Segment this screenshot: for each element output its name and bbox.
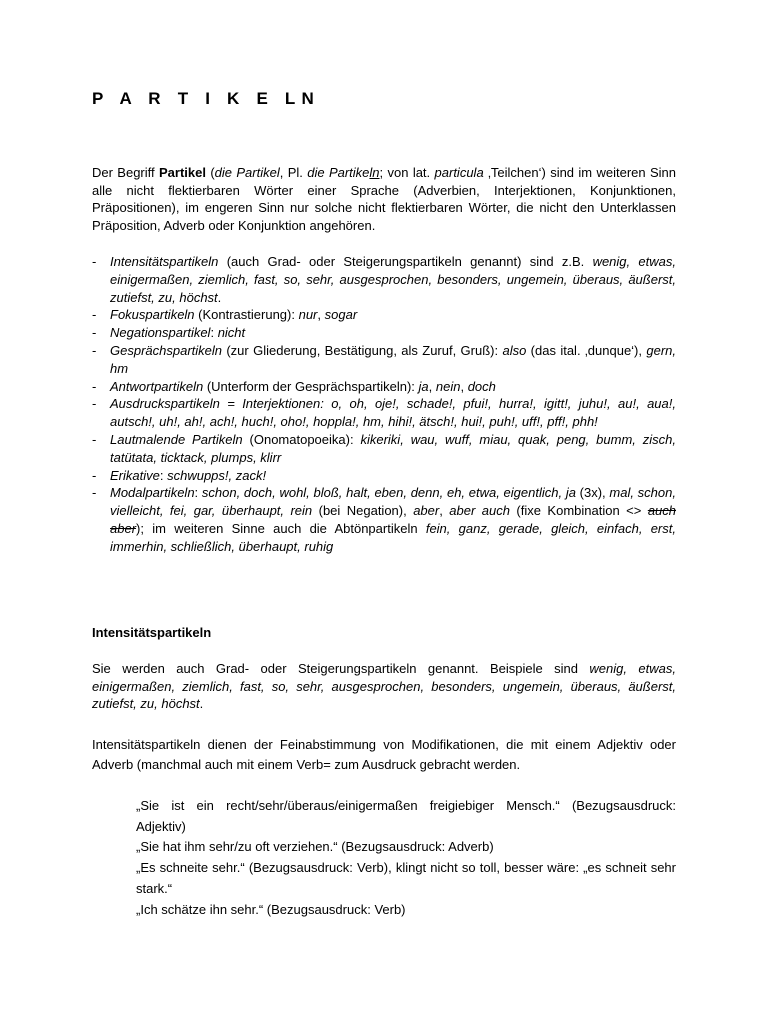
example-sentences: [136, 796, 676, 920]
list-item-intensitaet: [92, 253, 676, 306]
list-text: .: [217, 289, 222, 305]
list-text: ,: [317, 307, 325, 323]
paragraph-examples: wenig, etwas, einigermaßen, ziemlich, fast, so, sehr, ausgesprochen, besonders, ungemein, überaus, äußerst, zutiefst, zu, höchst: [92, 661, 676, 712]
list-text: (Onomatopoeika):: [242, 431, 361, 447]
list-examples: nur: [298, 307, 318, 323]
section-heading: Intensitätspartikeln: [92, 625, 212, 640]
intro-term-italic: die Partike: [307, 165, 370, 180]
list-examples: nicht: [217, 325, 246, 341]
list-examples: wenig, etwas, einigermaßen, ziemlich, fast, so, sehr, ausgesprochen, besonders, ungemein, überaus, äußerst, zutiefst, zu, höchst: [110, 254, 676, 305]
list-text: :: [210, 325, 218, 341]
list-term: Gesprächspartikeln: [110, 342, 222, 358]
example-sentence: „Sie ist ein recht/sehr/überaus/einigermaßen freigiebiger Mensch.“ (Bezugsausdruck: Adjektiv): [136, 798, 676, 834]
intro-term-italic: particula: [434, 165, 484, 180]
list-examples: gern, hm: [110, 342, 676, 376]
list-text: ,: [428, 378, 436, 394]
list-examples: aber auch: [449, 503, 510, 519]
intro-term-bold: Partikel: [159, 165, 206, 180]
intro-term-italic: die Partikel: [214, 165, 280, 180]
list-examples: aber: [413, 503, 440, 519]
list-examples: kikeriki, wau, wuff, miau, quak, peng, bumm, zisch, tatütata, ticktack, plumps, klirr: [110, 431, 676, 465]
list-examples: sogar: [324, 307, 358, 323]
list-item-modal: [92, 484, 676, 555]
list-item-gespraech: [92, 342, 676, 378]
list-text: (fixe Kombination <>: [509, 503, 648, 519]
list-text: (bei Negation),: [312, 503, 414, 519]
list-dash: -: [92, 396, 97, 412]
list-term: Intensitätspartikeln: [110, 254, 219, 269]
list-item-fokus: [92, 306, 676, 324]
paragraph-text: Sie werden auch Grad- oder Steigerungspartikeln genannt. Beispiele sind: [92, 661, 590, 676]
list-dash: -: [92, 467, 97, 483]
list-item-erikative: [92, 467, 676, 485]
page-title: P A R T I K E LN: [92, 89, 320, 108]
example-sentence: „Es schneite sehr.“ (Bezugsausdruck: Verb), klingt nicht so toll, besser wäre: „es schneit sehr stark.“: [136, 860, 676, 896]
struck-through-example: auch aber: [110, 503, 677, 536]
intro-text: (: [205, 165, 215, 180]
list-dash: -: [92, 342, 97, 358]
list-examples: fein, ganz, gerade, gleich, einfach, erst, immerhin, schließlich, überhaupt, ruhig: [110, 520, 676, 554]
section-paragraph-examples: [92, 660, 676, 713]
list-examples: Ausdruckspartikeln = Interjektionen: o, oh, oje!, schade!, pfui!, hurra!, igitt!, juhu!, au!, aua!, autsch!, uh!, ah!, ach!, huch!, oho!, hoppla!, hm, hihi!, ätsch!, hui!, puh!, uff!, pff!, phh!: [110, 396, 676, 430]
intro-text: , Pl.: [279, 165, 308, 180]
list-text: (3x),: [575, 485, 610, 501]
paragraph-text: .: [199, 696, 204, 712]
list-item-negation: [92, 324, 676, 342]
example-sentence: „Ich schätze ihn sehr.“ (Bezugsausdruck: Verb): [136, 901, 406, 917]
list-examples: ja: [418, 378, 429, 394]
list-text: ,: [460, 378, 468, 394]
list-text: (Unterform der Gesprächspartikeln):: [203, 378, 419, 394]
list-text: (das ital. ‚dunque‘),: [526, 342, 647, 358]
list-item-lautmalend: [92, 431, 676, 467]
list-dash: -: [92, 378, 97, 394]
list-examples: schon, doch, wohl, bloß, halt, eben, denn, eh, etwa, eigentlich, ja: [201, 485, 576, 501]
list-text: (auch Grad- oder Steigerungspartikeln genannt) sind z.B.: [218, 254, 593, 269]
intro-paragraph: [92, 164, 676, 234]
intro-text: Der Begriff: [92, 165, 159, 180]
list-examples: nein: [435, 378, 461, 394]
list-text: ,: [439, 503, 450, 519]
intro-text: ; von lat.: [379, 165, 435, 180]
list-dash: -: [92, 431, 97, 447]
list-term: Lautmalende Partikeln: [110, 431, 243, 447]
list-item-ausdruck: [92, 395, 676, 431]
list-text: :: [159, 467, 168, 483]
list-examples: mal, schon, vielleicht, fei, gar, überhaupt, rein: [110, 485, 676, 519]
section-paragraph-function: Intensitätspartikeln dienen der Feinabstimmung von Modifikationen, die mit einem Adjektiv oder Adverb (manchmal auch mit einem Verb= zum Ausdruck gebracht werden.: [92, 737, 676, 772]
list-term: Antwortpartikeln: [110, 378, 204, 394]
list-term: Erikative: [110, 467, 160, 483]
list-text: (Kontrastierung):: [194, 307, 299, 323]
list-dash: -: [92, 254, 97, 269]
list-term: Modalpartikeln: [110, 485, 195, 501]
list-examples: schwupps!, zack!: [167, 467, 267, 483]
particle-type-list: [92, 253, 676, 556]
list-examples: doch: [467, 378, 496, 394]
list-examples: also: [502, 342, 527, 358]
list-term: Fokuspartikeln: [110, 307, 195, 323]
list-text: ); im weiteren Sinne auch die Abtönpartikeln: [136, 520, 426, 536]
list-text: (zur Gliederung, Bestätigung, als Zuruf, Gruß):: [222, 342, 503, 358]
example-sentence: „Sie hat ihm sehr/zu oft verziehen.“ (Bezugsausdruck: Adverb): [136, 839, 494, 855]
list-term: Negationspartikel: [110, 325, 211, 341]
list-dash: -: [92, 325, 97, 341]
list-text: :: [194, 485, 202, 501]
list-dash: -: [92, 307, 97, 323]
intro-text: ‚Teilchen‘) sind im weiteren Sinn alle nicht flektierbaren Wörter einer Sprache (Adverbien, Interjektionen, Konjunktionen, Präpositionen), im engeren Sinn nur solche nicht flektierbaren Wörter, die nicht den Unterklassen Präposition, Adverb oder Konjunktion angehören.: [92, 165, 676, 233]
list-dash: -: [92, 485, 97, 501]
intro-underlined-suffix: ln: [369, 165, 380, 180]
list-item-antwort: [92, 378, 676, 396]
